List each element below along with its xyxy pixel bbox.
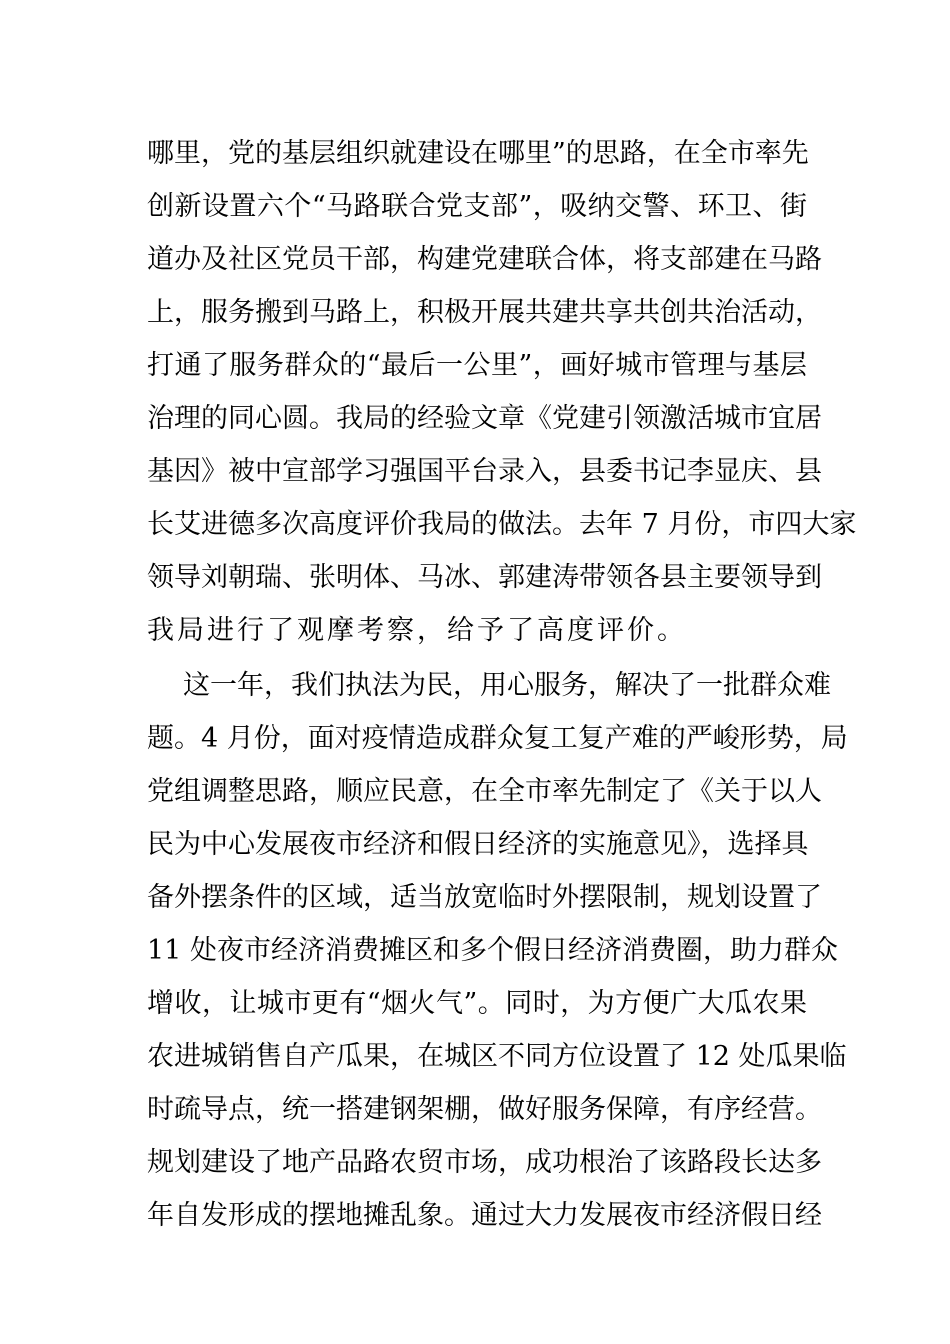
paragraph-1-line-1: 哪里，党的基层组织就建设在哪里”的思路，在全市率先: [147, 138, 809, 169]
paragraph-2-line-5: 备外摆条件的区域，适当放宽临时外摆限制，规划设置了: [147, 882, 822, 913]
paragraph-2-line-8: 农进城销售自产瓜果，在城区不同方位设置了 12 处瓜果临: [147, 1041, 847, 1072]
paragraph-1-line-10: 我局进行了观摩考察，给予了高度评价。: [147, 615, 687, 646]
paragraph-2-line-9: 时疏导点，统一搭建钢架棚，做好服务保障，有序经营。: [147, 1094, 822, 1125]
paragraph-2-line-7: 增收，让城市更有“烟火气”。同时，为方便广大瓜农果: [147, 988, 807, 1019]
paragraph-2-line-10: 规划建设了地产品路农贸市场，成功根治了该路段长达多: [147, 1147, 822, 1178]
paragraph-1-line-2: 创新设置六个“马路联合党支部”，吸纳交警、环卫、街: [147, 191, 807, 222]
paragraph-1-line-8: 长艾进德多次高度评价我局的做法。去年 7 月份，市四大家: [147, 509, 857, 540]
paragraph-2-line-4: 民为中心发展夜市经济和假日经济的实施意见》，选择具: [147, 829, 809, 860]
paragraph-2-line-3: 党组调整思路，顺应民意，在全市率先制定了《关于以人: [147, 776, 822, 807]
paragraph-1-line-5: 打通了服务群众的“最后一公里”，画好城市管理与基层: [147, 350, 807, 381]
paragraph-2-line-1: 这一年，我们执法为民，用心服务，解决了一批群众难: [183, 670, 831, 701]
paragraph-2-line-11: 年自发形成的摆地摊乱象。通过大力发展夜市经济假日经: [147, 1200, 822, 1231]
paragraph-1-line-9: 领导刘朝瑞、张明体、马冰、郭建涛带领各县主要领导到: [147, 562, 822, 593]
paragraph-2-line-2: 题。4 月份，面对疫情造成群众复工复产难的严峻形势，局: [147, 723, 848, 754]
paragraph-1-line-6: 治理的同心圆。我局的经验文章《党建引领激活城市宜居: [147, 403, 822, 434]
paragraph-1-line-7: 基因》被中宣部学习强国平台录入，县委书记李显庆、县: [147, 456, 822, 487]
paragraph-1-line-3: 道办及社区党员干部，构建党建联合体，将支部建在马路: [147, 244, 822, 275]
paragraph-2-line-6: 11 处夜市经济消费摊区和多个假日经济消费圈，助力群众: [147, 935, 838, 966]
paragraph-1-line-4: 上，服务搬到马路上，积极开展共建共享共创共治活动，: [147, 297, 822, 328]
